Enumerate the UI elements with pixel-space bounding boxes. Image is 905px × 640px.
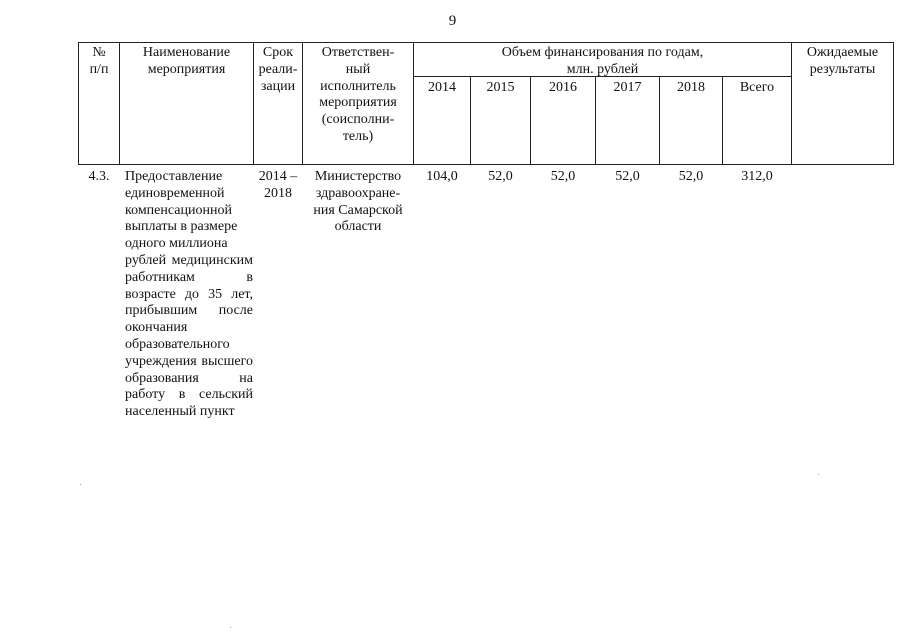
table-right-border — [893, 42, 894, 165]
row-value-2017: 52,0 — [615, 169, 640, 184]
row-value-total: 312,0 — [741, 169, 773, 184]
scan-speck — [818, 474, 819, 475]
row-value-2018: 52,0 — [678, 169, 704, 184]
scan-speck — [80, 484, 81, 485]
row-implementation-term: 2014 – 2018 — [258, 169, 298, 201]
header-expected-results: Ожидаемые результаты — [806, 45, 879, 77]
header-year-2015: 2015 — [486, 80, 515, 95]
row-value-2015: 52,0 — [488, 169, 513, 184]
header-activity-name: Наименование мероприятия — [142, 45, 231, 77]
table-header-bottom-border — [78, 164, 894, 165]
row-number: 4.3. — [88, 169, 110, 184]
header-year-2018: 2018 — [677, 80, 705, 95]
row-activity-name: Предоставление единовременной компенсационной выплаты в размере одного миллиона рублей медицинским работникам в возрасте до 35 лет, прибывшим после окончания образовательного учреждения высшего образования на работу в сельский населенный пункт — [125, 169, 253, 420]
header-year-2016: 2016 — [549, 80, 577, 95]
header-responsible-executor: Ответствен- ный исполнитель мероприятия (соисполни- тель) — [319, 45, 397, 144]
row-value-2014: 104,0 — [426, 169, 458, 184]
row-responsible-executor: Министерство здравоохране- ния Самарской области — [313, 169, 403, 235]
header-year-2014: 2014 — [428, 80, 456, 95]
page-number: 9 — [448, 13, 457, 29]
header-total: Всего — [739, 80, 775, 95]
scan-speck — [230, 627, 231, 628]
table-top-border — [78, 42, 894, 43]
header-funding-volume: Объем финансирования по годам, млн. рублей — [501, 45, 704, 77]
header-year-2017: 2017 — [613, 80, 642, 95]
header-implementation-term: Срок реали- зации — [258, 45, 298, 94]
row-value-2016: 52,0 — [550, 169, 576, 184]
header-number: № п/п — [89, 45, 109, 77]
